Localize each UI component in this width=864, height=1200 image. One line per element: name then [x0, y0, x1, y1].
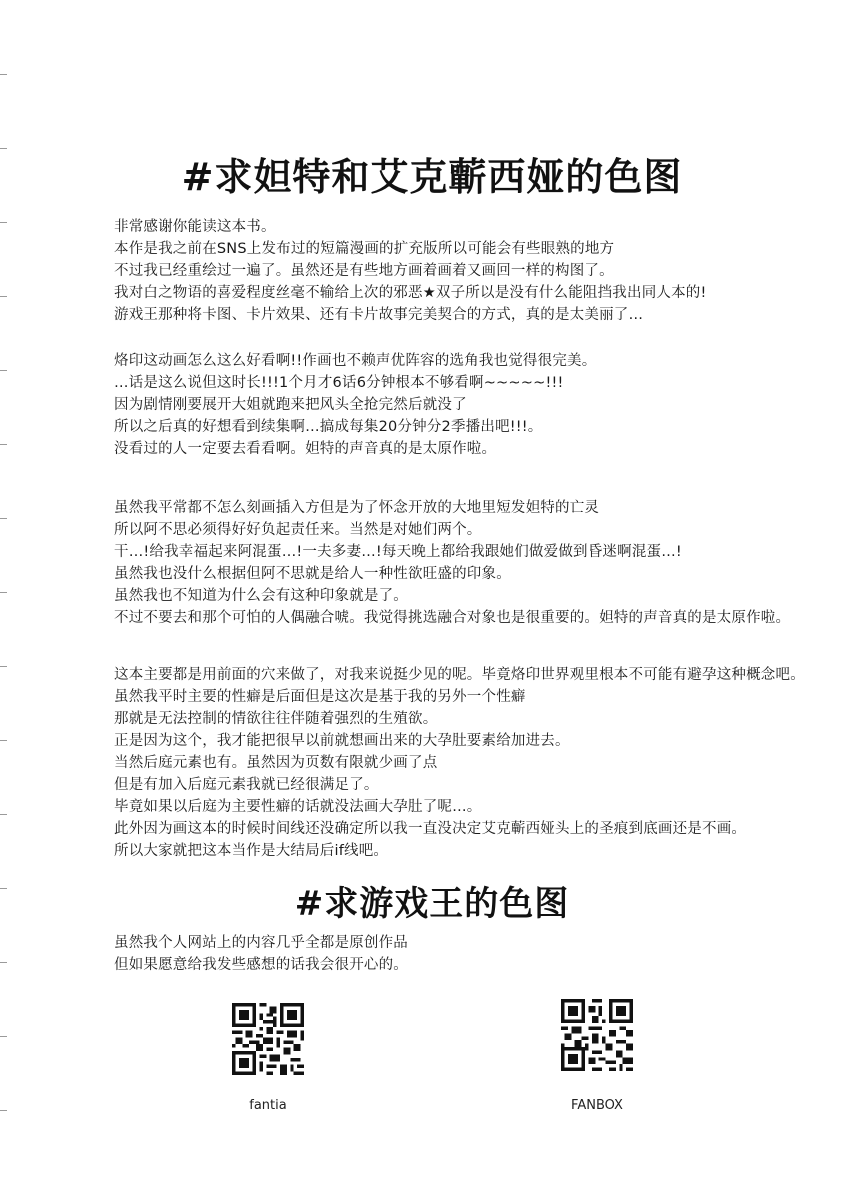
paragraph-notes [114, 664, 834, 862]
page-edge-mark [0, 962, 7, 963]
text-line: 非常感谢你能读这本书。 [114, 219, 276, 235]
page-edge-mark [0, 592, 7, 593]
text-line: 烙印这动画怎么这么好看啊!!作画也不赖声优阵容的选角我也觉得很完美。 [114, 353, 597, 369]
page-edge-mark [0, 518, 7, 519]
page-edge-mark [0, 1036, 7, 1037]
text-line: …话是这么说但这时长!!!1个月才6话6分钟根本不够看啊~~~~~!!! [114, 375, 564, 391]
text-line: 这本主要都是用前面的穴来做了，对我来说挺少见的呢。毕竟烙印世界观里根本不可能有避孕这种概念吧。 [114, 667, 805, 683]
text-line: 当然后庭元素也有。虽然因为页数有限就少画了点 [114, 755, 438, 771]
text-line: 所以阿不思必须得好好负起责任来。当然是对她们两个。 [114, 522, 482, 538]
text-line: 正是因为这个，我才能把很早以前就想画出来的大孕肚要素给加进去。 [114, 733, 570, 749]
qr-code-icon[interactable] [232, 1003, 304, 1075]
text-line: 所以大家就把这本当作是大结局后if线吧。 [114, 843, 389, 859]
text-line: 虽然我平常都不怎么刻画插入方但是为了怀念开放的大地里短发妲特的亡灵 [114, 500, 600, 516]
page-edge-mark [0, 740, 7, 741]
text-line: 所以之后真的好想看到续集啊…搞成每集20分钟分2季播出吧!!!。 [114, 419, 543, 435]
qr-code-fantia-graphic [232, 1003, 304, 1075]
text-line: 干…!给我幸福起来阿混蛋…!一夫多妻…!每天晚上都给我跟她们做爱做到昏迷啊混蛋…! [114, 544, 682, 560]
page-edge-mark [0, 814, 7, 815]
secondary-title: #求游戏王的色图 [294, 884, 570, 924]
text-line: 但是有加入后庭元素我就已经很满足了。 [114, 777, 379, 793]
page-edge-mark [0, 148, 7, 149]
qr-label-fantia: fantia [249, 1098, 287, 1113]
paragraph-anime [114, 350, 834, 460]
main-title: #求妲特和艾克蘄西娅的色图 [181, 155, 683, 199]
page-edge-mark [0, 666, 7, 667]
text-line: 那就是无法控制的情欲往往伴随着强烈的生殖欲。 [114, 711, 438, 727]
text-line: 虽然我个人网站上的内容几乎全都是原创作品 [114, 935, 408, 951]
page-edge-mark [0, 1110, 7, 1111]
qr-code-icon[interactable] [561, 999, 633, 1071]
text-line: 此外因为画这本的时候时间线还没确定所以我一直没决定艾克蘄西娅头上的圣痕到底画还是不画。 [114, 821, 747, 837]
text-line: 本作是我之前在SNS上发布过的短篇漫画的扩充版所以可能会有些眼熟的地方 [114, 241, 615, 257]
text-line: 不过不要去和那个可怕的人偶融合唬。我觉得挑选融合对象也是很重要的。妲特的声音真的是太原作啦。 [114, 610, 791, 626]
qr-code-fanbox-graphic [561, 999, 633, 1071]
page-edge-mark [0, 74, 7, 75]
page-edge-mark [0, 370, 7, 371]
text-line: 游戏王那种将卡图、卡片效果、还有卡片故事完美契合的方式，真的是太美丽了… [114, 307, 644, 323]
page-edge-mark [0, 296, 7, 297]
text-line: 虽然我也不知道为什么会有这种印象就是了。 [114, 588, 408, 604]
text-line: 虽然我平时主要的性癖是后面但是这次是基于我的另外一个性癖 [114, 689, 526, 705]
paragraph-intro [114, 216, 834, 326]
qr-label-fanbox: FANBOX [571, 1098, 623, 1113]
text-line: 毕竟如果以后庭为主要性癖的话就没法画大孕肚了呢…。 [114, 799, 482, 815]
page-edge-mark [0, 444, 7, 445]
page-edge-mark [0, 222, 7, 223]
text-line: 虽然我也没什么根据但阿不思就是给人一种性欲旺盛的印象。 [114, 566, 511, 582]
paragraph-website [114, 932, 834, 976]
text-line: 不过我已经重绘过一遍了。虽然还是有些地方画着画着又画回一样的构图了。 [114, 263, 614, 279]
text-line: 因为剧情刚要展开大姐就跑来把风头全抢完然后就没了 [114, 397, 467, 413]
text-line: 我对白之物语的喜爱程度丝毫不输给上次的邪恶★双子所以是没有什么能阻挡我出同人本的! [114, 285, 707, 301]
text-line: 但如果愿意给我发些感想的话我会很开心的。 [114, 957, 408, 973]
text-line: 没看过的人一定要去看看啊。妲特的声音真的是太原作啦。 [114, 441, 497, 457]
paragraph-characters [114, 497, 834, 629]
